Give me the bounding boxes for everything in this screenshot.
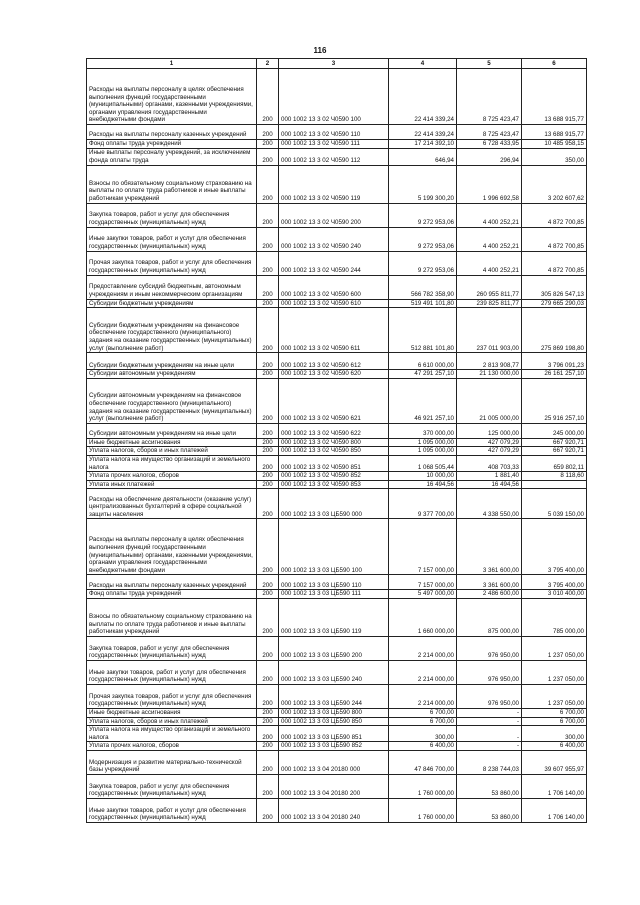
approved-amount-cell: 7 157 000,00	[389, 575, 457, 590]
budget-code-cell: 000 1002 13 3 03 ЦБ590 240	[279, 660, 389, 684]
expense-name-cell: Иные закупки товаров, работ и услуг для обеспечения государственных (муниципальных) нужд	[87, 798, 257, 822]
budget-code-cell: 000 1002 13 3 02 Ч0590 600	[279, 275, 389, 299]
approved-amount-cell: 22 414 339,24	[389, 125, 457, 140]
budget-code-cell: 000 1002 13 3 02 Ч0590 852	[279, 472, 389, 481]
line-code-cell: 200	[257, 423, 279, 438]
budget-code-cell: 000 1002 13 3 03 ЦБ590 110	[279, 575, 389, 590]
line-code-cell: 200	[257, 636, 279, 660]
table-row	[87, 378, 587, 423]
unexecuted-amount-cell: 4 872 700,85	[522, 203, 587, 227]
approved-amount-cell: 2 214 000,00	[389, 636, 457, 660]
unexecuted-amount-cell: 6 400,00	[522, 742, 587, 751]
budget-code-cell: 000 1002 13 3 04 20180 000	[279, 750, 389, 774]
budget-code-cell: 000 1002 13 3 02 Ч0590 612	[279, 353, 389, 370]
approved-amount-cell: 646,94	[389, 148, 457, 165]
line-code-cell: 200	[257, 774, 279, 798]
line-code-cell: 200	[257, 480, 279, 489]
table-row	[87, 798, 587, 822]
unexecuted-amount-cell: 279 665 290,03	[522, 299, 587, 308]
table-row	[87, 660, 587, 684]
budget-code-cell: 000 1002 13 3 02 Ч0590 112	[279, 148, 389, 165]
approved-amount-cell: 17 214 392,10	[389, 140, 457, 149]
executed-amount-cell: 4 400 252,21	[457, 251, 522, 275]
unexecuted-amount-cell: 10 485 958,15	[522, 140, 587, 149]
budget-code-cell: 000 1002 13 3 03 ЦБ590 200	[279, 636, 389, 660]
executed-amount-cell: 8 725 423,47	[457, 69, 522, 125]
expense-name-cell: Закупка товаров, работ и услуг для обеспечения государственных (муниципальных) нужд	[87, 774, 257, 798]
unexecuted-amount-cell: 5 039 150,00	[522, 489, 587, 519]
approved-amount-cell: 566 782 358,90	[389, 275, 457, 299]
executed-amount-cell: 2 486 600,00	[457, 590, 522, 599]
line-code-cell: 200	[257, 519, 279, 575]
approved-amount-cell: 16 494,56	[389, 480, 457, 489]
approved-amount-cell: 47 846 700,00	[389, 750, 457, 774]
expense-name-cell: Субсидии автономным учреждениям на финансовое обеспечение государственного (муниципального) задания на оказание государственных (муниципальных) услуг (выполнение работ)	[87, 378, 257, 423]
line-code-cell: 200	[257, 447, 279, 456]
approved-amount-cell: 2 214 000,00	[389, 660, 457, 684]
budget-code-cell: 000 1002 13 3 03 ЦБ590 852	[279, 742, 389, 751]
unexecuted-amount-cell: 659 802,11	[522, 455, 587, 471]
unexecuted-amount-cell: 3 010 400,00	[522, 590, 587, 599]
approved-amount-cell: 370 000,00	[389, 423, 457, 438]
unexecuted-amount-cell: 3 795 400,00	[522, 519, 587, 575]
budget-code-cell: 000 1002 13 3 02 Ч0590 111	[279, 140, 389, 149]
budget-code-cell: 000 1002 13 3 02 Ч0590 620	[279, 370, 389, 379]
approved-amount-cell: 1 760 000,00	[389, 774, 457, 798]
table-row	[87, 684, 587, 708]
table-row	[87, 519, 587, 575]
executed-amount-cell: -	[457, 717, 522, 726]
expense-name-cell: Иные выплаты персоналу учреждений, за исключением фонда оплаты труда	[87, 148, 257, 165]
line-code-cell: 200	[257, 684, 279, 708]
expense-name-cell: Уплата налогов, сборов и иных платежей	[87, 717, 257, 726]
executed-amount-cell: 1 996 692,58	[457, 165, 522, 203]
table-row	[87, 575, 587, 590]
table-row	[87, 148, 587, 165]
table-row	[87, 227, 587, 251]
unexecuted-amount-cell: 1 237 050,00	[522, 636, 587, 660]
line-code-cell: 200	[257, 742, 279, 751]
unexecuted-amount-cell: 275 869 198,80	[522, 308, 587, 353]
line-code-cell: 200	[257, 798, 279, 822]
executed-amount-cell: 21 005 000,00	[457, 378, 522, 423]
line-code-cell: 200	[257, 575, 279, 590]
unexecuted-amount-cell: 1 706 140,00	[522, 774, 587, 798]
approved-amount-cell: 2 214 000,00	[389, 684, 457, 708]
approved-amount-cell: 6 700,00	[389, 708, 457, 717]
approved-amount-cell: 47 291 257,10	[389, 370, 457, 379]
table-row	[87, 480, 587, 489]
unexecuted-amount-cell: 1 237 050,00	[522, 684, 587, 708]
budget-execution-table	[86, 58, 587, 823]
expense-name-cell: Расходы на выплаты персоналу в целях обеспечения выполнения функций государственными (муниципальными) органами, казенными учреждениями, органами управления государственными внебюджетными фондами	[87, 69, 257, 125]
line-code-cell: 200	[257, 203, 279, 227]
line-code-cell: 200	[257, 708, 279, 717]
executed-amount-cell: 53 860,00	[457, 774, 522, 798]
expense-name-cell: Субсидии бюджетным учреждениям	[87, 299, 257, 308]
line-code-cell: 200	[257, 717, 279, 726]
line-code-cell: 200	[257, 489, 279, 519]
expense-name-cell: Прочая закупка товаров, работ и услуг для обеспечения государственных (муниципальных) нужд	[87, 251, 257, 275]
approved-amount-cell: 5 497 000,00	[389, 590, 457, 599]
executed-amount-cell: 8 238 744,03	[457, 750, 522, 774]
unexecuted-amount-cell: 245 000,00	[522, 423, 587, 438]
executed-amount-cell: 1 881,40	[457, 472, 522, 481]
line-code-cell: 200	[257, 165, 279, 203]
executed-amount-cell: 408 703,33	[457, 455, 522, 471]
executed-amount-cell: 260 955 811,77	[457, 275, 522, 299]
approved-amount-cell: 9 272 953,06	[389, 251, 457, 275]
table-row	[87, 455, 587, 471]
expense-name-cell: Уплата прочих налогов, сборов	[87, 742, 257, 751]
expense-name-cell: Расходы на выплаты персоналу в целях обеспечения выполнения функций государственными (муниципальными) органами, казенными учреждениями, органами управления государственными внебюджетными фондами	[87, 519, 257, 575]
line-code-cell: 200	[257, 227, 279, 251]
expense-name-cell: Взносы по обязательному социальному страхованию на выплаты по оплате труда работников и иные выплаты работникам учреждений	[87, 165, 257, 203]
expense-name-cell: Уплата налога на имущество организаций и земельного налога	[87, 726, 257, 742]
table-row	[87, 636, 587, 660]
table-row	[87, 308, 587, 353]
approved-amount-cell: 22 414 339,24	[389, 69, 457, 125]
executed-amount-cell: 296,94	[457, 148, 522, 165]
expense-name-cell: Субсидии автономным учреждениям	[87, 370, 257, 379]
approved-amount-cell: 519 491 101,80	[389, 299, 457, 308]
table-row	[87, 353, 587, 370]
executed-amount-cell: 976 950,00	[457, 660, 522, 684]
unexecuted-amount-cell: 4 872 700,85	[522, 227, 587, 251]
unexecuted-amount-cell: 13 688 915,77	[522, 69, 587, 125]
line-code-cell: 200	[257, 438, 279, 447]
budget-code-cell: 000 1002 13 3 03 ЦБ590 800	[279, 708, 389, 717]
expense-name-cell: Иные бюджетные ассигнования	[87, 438, 257, 447]
line-code-cell: 200	[257, 353, 279, 370]
expense-name-cell: Субсидии бюджетным учреждениям на иные цели	[87, 353, 257, 370]
unexecuted-amount-cell: 3 202 607,62	[522, 165, 587, 203]
expense-name-cell: Уплата прочих налогов, сборов	[87, 472, 257, 481]
table-row	[87, 203, 587, 227]
executed-amount-cell: 53 860,00	[457, 798, 522, 822]
unexecuted-amount-cell: 26 161 257,10	[522, 370, 587, 379]
table-row	[87, 140, 587, 149]
approved-amount-cell: 6 400,00	[389, 742, 457, 751]
approved-amount-cell: 6 610 000,00	[389, 353, 457, 370]
page-number: 116	[313, 46, 327, 55]
executed-amount-cell: 976 950,00	[457, 636, 522, 660]
executed-amount-cell: -	[457, 708, 522, 717]
unexecuted-amount-cell: 785 000,00	[522, 598, 587, 636]
approved-amount-cell: 1 660 000,00	[389, 598, 457, 636]
line-code-cell: 200	[257, 308, 279, 353]
line-code-cell: 200	[257, 148, 279, 165]
unexecuted-amount-cell	[522, 480, 587, 489]
table-body	[87, 69, 587, 823]
expense-name-cell: Модернизация и развитие материально-технической базы учреждений	[87, 750, 257, 774]
approved-amount-cell: 9 272 953,06	[389, 203, 457, 227]
executed-amount-cell: 3 361 600,00	[457, 575, 522, 590]
expense-name-cell: Расходы на обеспечение деятельности (оказание услуг) централизованных бухгалтерий в сфере социальной защиты населения	[87, 489, 257, 519]
expense-name-cell: Уплата налогов, сборов и иных платежей	[87, 447, 257, 456]
table-row	[87, 472, 587, 481]
line-code-cell: 200	[257, 472, 279, 481]
expense-name-cell: Взносы по обязательному социальному страхованию на выплаты по оплате труда работников и иные выплаты работникам учреждений	[87, 598, 257, 636]
table-row	[87, 423, 587, 438]
expense-name-cell: Фонд оплаты труда учреждений	[87, 590, 257, 599]
table-row	[87, 598, 587, 636]
executed-amount-cell: 875 000,00	[457, 598, 522, 636]
executed-amount-cell: 2 813 908,77	[457, 353, 522, 370]
executed-amount-cell: 6 728 433,95	[457, 140, 522, 149]
table-row	[87, 750, 587, 774]
line-code-cell: 200	[257, 251, 279, 275]
line-code-cell: 200	[257, 660, 279, 684]
expense-name-cell: Иные закупки товаров, работ и услуг для обеспечения государственных (муниципальных) нужд	[87, 227, 257, 251]
unexecuted-amount-cell: 667 920,71	[522, 447, 587, 456]
budget-code-cell: 000 1002 13 3 02 Ч0590 850	[279, 447, 389, 456]
unexecuted-amount-cell: 1 237 050,00	[522, 660, 587, 684]
executed-amount-cell: 8 725 423,47	[457, 125, 522, 140]
approved-amount-cell: 1 068 505,44	[389, 455, 457, 471]
table-row	[87, 726, 587, 742]
unexecuted-amount-cell: 1 706 140,00	[522, 798, 587, 822]
line-code-cell: 200	[257, 598, 279, 636]
budget-code-cell: 000 1002 13 3 02 Ч0590 853	[279, 480, 389, 489]
line-code-cell: 200	[257, 299, 279, 308]
unexecuted-amount-cell: 3 796 091,23	[522, 353, 587, 370]
column-header: 3	[279, 59, 389, 69]
executed-amount-cell: 16 494,56	[457, 480, 522, 489]
column-header: 5	[457, 59, 522, 69]
approved-amount-cell: 1 760 000,00	[389, 798, 457, 822]
executed-amount-cell: -	[457, 726, 522, 742]
table-row	[87, 447, 587, 456]
expense-name-cell: Субсидии бюджетным учреждениям на финансовое обеспечение государственного (муниципального) задания на оказание государственных (муниципальных) услуг (выполнение работ)	[87, 308, 257, 353]
column-header: 4	[389, 59, 457, 69]
unexecuted-amount-cell: 8 118,60	[522, 472, 587, 481]
executed-amount-cell: 427 079,29	[457, 447, 522, 456]
expense-name-cell: Предоставление субсидий бюджетным, автономным учреждениям и иным некоммерческим организациям	[87, 275, 257, 299]
table-row	[87, 438, 587, 447]
expense-name-cell: Иные бюджетные ассигнования	[87, 708, 257, 717]
executed-amount-cell: 4 400 252,21	[457, 227, 522, 251]
budget-code-cell: 000 1002 13 3 03 ЦБ590 111	[279, 590, 389, 599]
line-code-cell: 200	[257, 275, 279, 299]
executed-amount-cell: -	[457, 742, 522, 751]
executed-amount-cell: 427 079,29	[457, 438, 522, 447]
budget-code-cell: 000 1002 13 3 02 Ч0590 851	[279, 455, 389, 471]
table-row	[87, 370, 587, 379]
executed-amount-cell: 4 400 252,21	[457, 203, 522, 227]
unexecuted-amount-cell: 305 826 547,13	[522, 275, 587, 299]
approved-amount-cell: 300,00	[389, 726, 457, 742]
executed-amount-cell: 239 825 811,77	[457, 299, 522, 308]
table-row	[87, 275, 587, 299]
table-row	[87, 717, 587, 726]
budget-code-cell: 000 1002 13 3 02 Ч0590 621	[279, 378, 389, 423]
unexecuted-amount-cell: 39 607 955,97	[522, 750, 587, 774]
budget-code-cell: 000 1002 13 3 02 Ч0590 100	[279, 69, 389, 125]
budget-code-cell: 000 1002 13 3 03 ЦБ590 244	[279, 684, 389, 708]
expense-name-cell: Субсидии автономным учреждениям на иные цели	[87, 423, 257, 438]
approved-amount-cell: 6 700,00	[389, 717, 457, 726]
table-row	[87, 299, 587, 308]
unexecuted-amount-cell: 667 920,71	[522, 438, 587, 447]
budget-code-cell: 000 1002 13 3 02 Ч0590 800	[279, 438, 389, 447]
unexecuted-amount-cell: 300,00	[522, 726, 587, 742]
executed-amount-cell: 125 000,00	[457, 423, 522, 438]
expense-name-cell: Прочая закупка товаров, работ и услуг для обеспечения государственных (муниципальных) нужд	[87, 684, 257, 708]
budget-code-cell: 000 1002 13 3 02 Ч0590 240	[279, 227, 389, 251]
line-code-cell: 200	[257, 590, 279, 599]
expense-name-cell: Закупка товаров, работ и услуг для обеспечения государственных (муниципальных) нужд	[87, 636, 257, 660]
budget-code-cell: 000 1002 13 3 04 20180 240	[279, 798, 389, 822]
budget-code-cell: 000 1002 13 3 03 ЦБ590 119	[279, 598, 389, 636]
line-code-cell: 200	[257, 750, 279, 774]
budget-code-cell: 000 1002 13 3 03 ЦБ590 100	[279, 519, 389, 575]
budget-code-cell: 000 1002 13 3 03 ЦБ590 000	[279, 489, 389, 519]
column-number-row	[87, 59, 587, 69]
budget-code-cell: 000 1002 13 3 02 Ч0590 119	[279, 165, 389, 203]
line-code-cell: 200	[257, 370, 279, 379]
budget-code-cell: 000 1002 13 3 02 Ч0590 244	[279, 251, 389, 275]
approved-amount-cell: 1 095 000,00	[389, 447, 457, 456]
approved-amount-cell: 1 095 000,00	[389, 438, 457, 447]
expense-name-cell: Уплата налога на имущество организаций и земельного налога	[87, 455, 257, 471]
expense-name-cell: Закупка товаров, работ и услуг для обеспечения государственных (муниципальных) нужд	[87, 203, 257, 227]
approved-amount-cell: 5 199 300,20	[389, 165, 457, 203]
budget-code-cell: 000 1002 13 3 03 ЦБ590 850	[279, 717, 389, 726]
executed-amount-cell: 237 011 903,00	[457, 308, 522, 353]
line-code-cell: 200	[257, 140, 279, 149]
budget-code-cell: 000 1002 13 3 02 Ч0590 610	[279, 299, 389, 308]
expense-name-cell: Иные закупки товаров, работ и услуг для обеспечения государственных (муниципальных) нужд	[87, 660, 257, 684]
approved-amount-cell: 7 157 000,00	[389, 519, 457, 575]
budget-code-cell: 000 1002 13 3 03 ЦБ590 851	[279, 726, 389, 742]
table-row	[87, 69, 587, 125]
column-header: 6	[522, 59, 587, 69]
line-code-cell: 200	[257, 455, 279, 471]
expense-name-cell: Уплата иных платежей	[87, 480, 257, 489]
expense-name-cell: Фонд оплаты труда учреждений	[87, 140, 257, 149]
approved-amount-cell: 9 377 700,00	[389, 489, 457, 519]
executed-amount-cell: 4 338 550,00	[457, 489, 522, 519]
approved-amount-cell: 512 881 101,80	[389, 308, 457, 353]
approved-amount-cell: 46 921 257,10	[389, 378, 457, 423]
executed-amount-cell: 3 361 600,00	[457, 519, 522, 575]
executed-amount-cell: 976 950,00	[457, 684, 522, 708]
table-row	[87, 590, 587, 599]
column-header: 2	[257, 59, 279, 69]
approved-amount-cell: 10 000,00	[389, 472, 457, 481]
line-code-cell: 200	[257, 378, 279, 423]
table-row	[87, 165, 587, 203]
unexecuted-amount-cell: 3 795 400,00	[522, 575, 587, 590]
executed-amount-cell: 21 130 000,00	[457, 370, 522, 379]
line-code-cell: 200	[257, 69, 279, 125]
unexecuted-amount-cell: 25 916 257,10	[522, 378, 587, 423]
table-row	[87, 742, 587, 751]
table-row	[87, 251, 587, 275]
budget-code-cell: 000 1002 13 3 02 Ч0590 200	[279, 203, 389, 227]
budget-code-cell: 000 1002 13 3 02 Ч0590 611	[279, 308, 389, 353]
unexecuted-amount-cell: 6 700,00	[522, 717, 587, 726]
table-row	[87, 774, 587, 798]
expense-name-cell: Расходы на выплаты персоналу казенных учреждений	[87, 125, 257, 140]
column-header: 1	[87, 59, 257, 69]
unexecuted-amount-cell: 350,00	[522, 148, 587, 165]
unexecuted-amount-cell: 4 872 700,85	[522, 251, 587, 275]
table-row	[87, 708, 587, 717]
line-code-cell: 200	[257, 726, 279, 742]
approved-amount-cell: 9 272 953,06	[389, 227, 457, 251]
table-row	[87, 489, 587, 519]
budget-code-cell: 000 1002 13 3 02 Ч0590 622	[279, 423, 389, 438]
budget-code-cell: 000 1002 13 3 02 Ч0590 110	[279, 125, 389, 140]
table-row	[87, 125, 587, 140]
unexecuted-amount-cell: 13 688 915,77	[522, 125, 587, 140]
budget-code-cell: 000 1002 13 3 04 20180 200	[279, 774, 389, 798]
expense-name-cell: Расходы на выплаты персоналу казенных учреждений	[87, 575, 257, 590]
line-code-cell: 200	[257, 125, 279, 140]
unexecuted-amount-cell: 6 700,00	[522, 708, 587, 717]
